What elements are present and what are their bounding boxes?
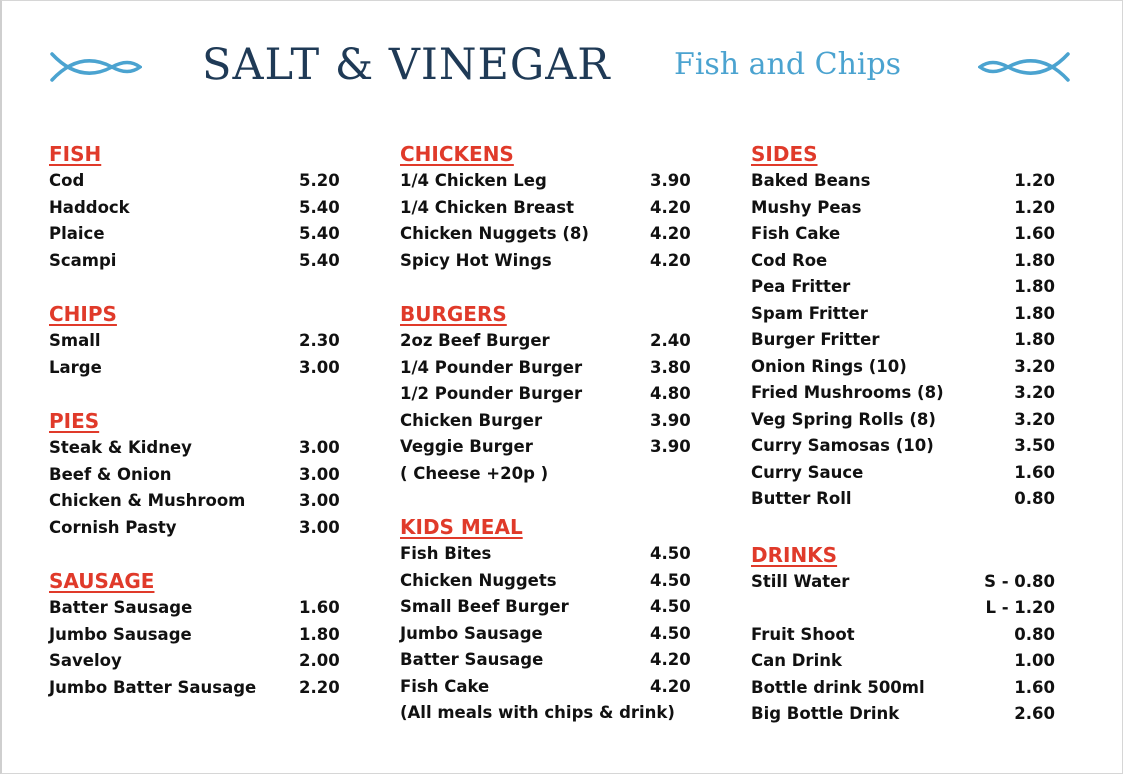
menu-item bbox=[751, 354, 1061, 381]
menu-item bbox=[49, 622, 349, 649]
item-price: 1.20 bbox=[1014, 171, 1055, 190]
item-name: Scampi bbox=[49, 250, 117, 270]
item-name: Cod Roe bbox=[751, 250, 828, 270]
item-name: Cod bbox=[49, 171, 85, 190]
item-price: 3.00 bbox=[299, 357, 340, 377]
menu-item bbox=[751, 486, 1061, 513]
menu-item bbox=[400, 355, 700, 382]
menu-item bbox=[49, 328, 349, 355]
item-name: Spicy Hot Wings bbox=[400, 250, 552, 270]
item-name: Fruit Shoot bbox=[751, 624, 855, 644]
item-price: 1.60 bbox=[299, 598, 340, 617]
item-price: 4.20 bbox=[650, 250, 691, 270]
item-name: Bottle drink 500ml bbox=[751, 677, 925, 697]
item-name: Fried Mushrooms (8) bbox=[751, 383, 944, 402]
item-name: Fish Bites bbox=[400, 544, 492, 563]
item-price: 5.40 bbox=[299, 250, 340, 270]
item-name: Saveloy bbox=[49, 651, 122, 670]
menu-item bbox=[751, 380, 1061, 407]
fish-icon bbox=[50, 50, 142, 84]
menu-item bbox=[49, 195, 349, 222]
menu-item bbox=[400, 328, 700, 355]
menu-header bbox=[0, 38, 1125, 98]
item-name: Veggie Burger bbox=[400, 437, 533, 456]
item-name: Chicken & Mushroom bbox=[49, 491, 246, 510]
item-name: Cornish Pasty bbox=[49, 517, 177, 537]
section-heading: DRINKS bbox=[751, 542, 838, 567]
item-name: 1/4 Pounder Burger bbox=[400, 357, 583, 377]
item-name: Still Water bbox=[751, 571, 850, 591]
item-price: 2.40 bbox=[650, 331, 691, 350]
menu-item bbox=[400, 221, 700, 248]
menu-item bbox=[751, 433, 1061, 460]
menu-item bbox=[751, 595, 1061, 622]
item-price: 0.80 bbox=[1014, 489, 1055, 508]
menu-item bbox=[400, 594, 700, 621]
item-price: 4.50 bbox=[650, 544, 691, 563]
item-price: 1.20 bbox=[1014, 197, 1055, 217]
item-price: 4.20 bbox=[650, 224, 691, 243]
item-price: 2.20 bbox=[299, 677, 340, 697]
item-name: Onion Rings (10) bbox=[751, 356, 907, 376]
item-name: 1/4 Chicken Leg bbox=[400, 171, 547, 190]
item-price: 4.50 bbox=[650, 570, 691, 590]
item-name: Batter Sausage bbox=[49, 598, 193, 617]
menu-section bbox=[400, 513, 700, 727]
item-name: Mushy Peas bbox=[751, 197, 862, 217]
item-price: 0.80 bbox=[1014, 624, 1055, 644]
menu-item bbox=[49, 595, 349, 622]
item-name: 1/2 Pounder Burger bbox=[400, 384, 583, 403]
menu-section bbox=[751, 140, 1061, 513]
item-price: 4.50 bbox=[650, 623, 691, 643]
menu-item bbox=[751, 195, 1061, 222]
item-name: Plaice bbox=[49, 224, 105, 243]
item-name: Baked Beans bbox=[751, 171, 871, 190]
item-name: Haddock bbox=[49, 197, 130, 217]
menu-section bbox=[49, 567, 349, 701]
menu-item bbox=[49, 675, 349, 702]
menu-item bbox=[49, 462, 349, 489]
item-name: Spam Fritter bbox=[751, 303, 868, 323]
item-price: L - 1.20 bbox=[985, 598, 1055, 617]
section-heading: SIDES bbox=[751, 142, 818, 166]
item-name: Veg Spring Rolls (8) bbox=[751, 409, 936, 429]
section-heading: SAUSAGE bbox=[49, 569, 155, 593]
item-name: Jumbo Sausage bbox=[49, 624, 192, 644]
section-heading: CHICKENS bbox=[400, 142, 514, 166]
menu-item bbox=[49, 168, 349, 195]
item-name: Pea Fritter bbox=[751, 277, 851, 296]
item-name: Batter Sausage bbox=[400, 650, 544, 669]
section-heading: PIES bbox=[49, 409, 100, 433]
item-price: 5.20 bbox=[299, 171, 340, 190]
section-note: (All meals with chips & drink) bbox=[400, 703, 675, 722]
item-name: Beef & Onion bbox=[49, 464, 172, 484]
item-price: 4.20 bbox=[650, 650, 691, 669]
item-price: 1.80 bbox=[1014, 250, 1055, 270]
item-price: 2.00 bbox=[299, 651, 340, 670]
section-heading: CHIPS bbox=[49, 302, 117, 326]
item-price: 5.40 bbox=[299, 197, 340, 217]
item-price: 3.00 bbox=[299, 517, 340, 537]
item-price: 4.80 bbox=[650, 384, 691, 403]
item-name: Curry Sauce bbox=[751, 462, 864, 482]
item-name: Jumbo Sausage bbox=[400, 623, 543, 643]
menu-item bbox=[400, 568, 700, 595]
item-name: Steak & Kidney bbox=[49, 438, 192, 457]
menu-item bbox=[400, 248, 700, 275]
menu-item bbox=[49, 248, 349, 275]
item-price: 3.20 bbox=[1014, 383, 1055, 402]
item-name: Burger Fritter bbox=[751, 330, 880, 349]
item-name: Large bbox=[49, 357, 102, 377]
restaurant-subtitle: Fish and Chips bbox=[674, 47, 902, 82]
menu-item bbox=[49, 648, 349, 675]
section-heading: KIDS MEAL bbox=[400, 515, 523, 539]
item-price: 3.90 bbox=[650, 171, 691, 190]
menu-item bbox=[400, 647, 700, 674]
menu-item bbox=[751, 274, 1061, 301]
fish-icon bbox=[978, 50, 1070, 84]
menu-item bbox=[49, 435, 349, 462]
menu-item bbox=[49, 488, 349, 515]
menu-section bbox=[400, 140, 700, 274]
item-name: Fish Cake bbox=[400, 676, 490, 696]
item-name: Big Bottle Drink bbox=[751, 704, 900, 723]
item-name: Small bbox=[49, 331, 101, 350]
menu-item bbox=[751, 168, 1061, 195]
item-price: 1.80 bbox=[1014, 330, 1055, 349]
section-heading: BURGERS bbox=[400, 302, 507, 326]
item-price: 3.00 bbox=[299, 438, 340, 457]
menu-item bbox=[49, 515, 349, 542]
menu-item bbox=[400, 168, 700, 195]
item-price: 3.20 bbox=[1014, 356, 1055, 376]
item-name: 1/4 Chicken Breast bbox=[400, 197, 574, 217]
item-name: Curry Samosas (10) bbox=[751, 436, 934, 455]
item-price: 1.80 bbox=[1014, 277, 1055, 296]
menu-item bbox=[751, 701, 1061, 728]
section-heading: FISH bbox=[49, 142, 102, 166]
item-price: 3.90 bbox=[650, 437, 691, 456]
item-price: 4.20 bbox=[650, 676, 691, 696]
item-name: Jumbo Batter Sausage bbox=[49, 677, 257, 697]
item-price: 3.00 bbox=[299, 491, 340, 510]
item-name: Chicken Nuggets bbox=[400, 570, 557, 590]
menu-item bbox=[400, 674, 700, 701]
item-price: 1.60 bbox=[1014, 677, 1055, 697]
menu-item bbox=[751, 327, 1061, 354]
section-note: ( Cheese +20p ) bbox=[400, 463, 549, 483]
menu-item bbox=[400, 381, 700, 408]
item-price: 3.90 bbox=[650, 410, 691, 430]
item-price: 1.80 bbox=[1014, 303, 1055, 323]
menu-item bbox=[751, 648, 1061, 675]
item-name: Chicken Nuggets (8) bbox=[400, 224, 589, 243]
menu-item bbox=[400, 434, 700, 461]
item-price: 2.30 bbox=[299, 331, 340, 350]
menu-item bbox=[400, 408, 700, 435]
menu-section bbox=[49, 407, 349, 541]
item-price: S - 0.80 bbox=[984, 571, 1055, 591]
item-name: Chicken Burger bbox=[400, 410, 543, 430]
item-name: Fish Cake bbox=[751, 224, 841, 243]
menu-item bbox=[400, 621, 700, 648]
item-name: Small Beef Burger bbox=[400, 597, 569, 616]
item-name: Butter Roll bbox=[751, 489, 852, 508]
item-price: 3.50 bbox=[1014, 436, 1055, 455]
menu-item bbox=[751, 221, 1061, 248]
menu-item bbox=[49, 221, 349, 248]
menu-item bbox=[751, 407, 1061, 434]
item-price: 4.20 bbox=[650, 197, 691, 217]
item-price: 3.20 bbox=[1014, 409, 1055, 429]
item-price: 1.60 bbox=[1014, 462, 1055, 482]
menu-section bbox=[49, 300, 349, 381]
item-price: 4.50 bbox=[650, 597, 691, 616]
item-price: 1.80 bbox=[299, 624, 340, 644]
menu-section bbox=[400, 300, 700, 487]
item-price: 5.40 bbox=[299, 224, 340, 243]
menu-item bbox=[751, 622, 1061, 649]
menu-item bbox=[400, 195, 700, 222]
menu-item bbox=[751, 569, 1061, 596]
menu-column bbox=[400, 140, 700, 753]
menu-item bbox=[400, 541, 700, 568]
menu-section bbox=[751, 541, 1061, 728]
item-price: 3.00 bbox=[299, 464, 340, 484]
item-name: Can Drink bbox=[751, 651, 842, 670]
item-price: 3.80 bbox=[650, 357, 691, 377]
menu-item bbox=[751, 248, 1061, 275]
menu-column bbox=[49, 140, 349, 727]
item-name: 2oz Beef Burger bbox=[400, 331, 550, 350]
item-price: 2.60 bbox=[1014, 704, 1055, 723]
restaurant-title: SALT & VINEGAR bbox=[202, 40, 611, 90]
menu-item bbox=[751, 460, 1061, 487]
item-price: 1.60 bbox=[1014, 224, 1055, 243]
menu-item bbox=[751, 301, 1061, 328]
menu-section bbox=[49, 140, 349, 274]
menu-column bbox=[751, 140, 1061, 756]
item-price: 1.00 bbox=[1014, 651, 1055, 670]
menu-item bbox=[49, 355, 349, 382]
menu-item bbox=[751, 675, 1061, 702]
